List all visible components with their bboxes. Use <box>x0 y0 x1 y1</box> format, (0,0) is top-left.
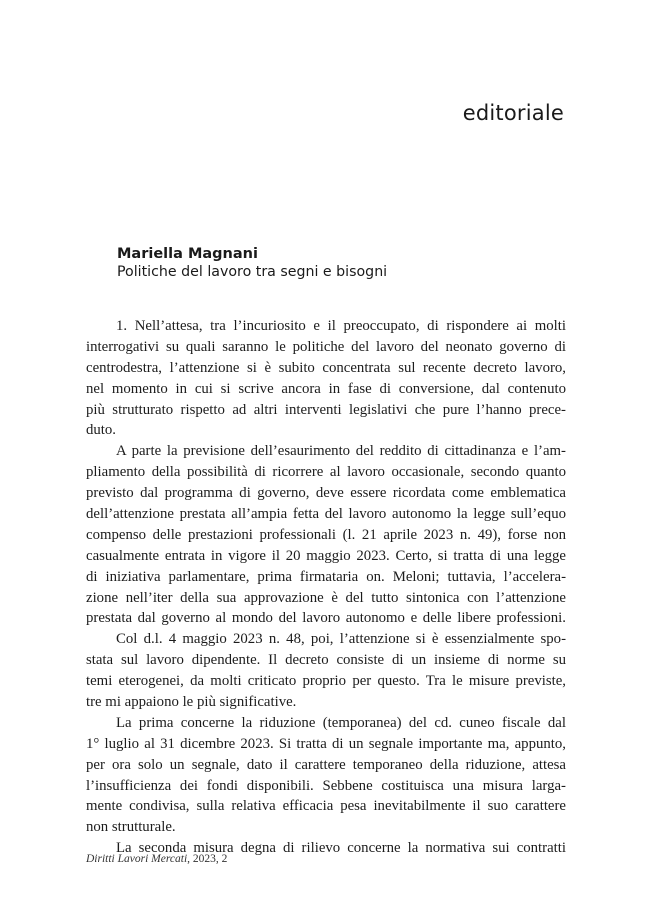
text-line: pliamento della possibilità di ricorrere al lavoro occasionale, secondo quanto <box>86 464 566 481</box>
text-line: La prima concerne la riduzione (temporanea) del cd. cuneo fiscale dal <box>116 714 566 731</box>
article-body <box>86 316 566 859</box>
text-line: tre mi appaiono le più significative. <box>86 694 297 711</box>
text-line: più strutturato rispetto ad altri interventi legislativi che pure l’hanno prece- <box>86 401 566 418</box>
paragraph <box>86 629 566 713</box>
page-footer <box>86 853 227 865</box>
text-line: nel momento in cui si scrive ancora in fase di conversione, dal contenuto <box>86 380 566 397</box>
text-line: centrodestra, l’attenzione si è subito concentrata sul recente decreto lavoro, <box>86 359 566 376</box>
text-line: A parte la previsione dell’esaurimento del reddito di cittadinanza e l’am- <box>116 443 566 460</box>
text-line: mente condivisa, sulla relativa efficacia pesa inevitabilmente il suo carattere <box>86 798 566 815</box>
journal-name: Diritti Lavori Mercati <box>86 853 188 865</box>
text-line: 1. Nell’attesa, tra l’incuriosito e il preoccupato, di rispondere ai molti <box>116 318 566 334</box>
text-line: duto. <box>86 422 117 439</box>
paragraph <box>86 713 566 838</box>
text-line: non strutturale. <box>86 819 176 836</box>
article-title: Politiche del lavoro tra segni e bisogni <box>117 264 388 280</box>
text-line: previsto dal programma di governo, deve essere ricordata come emblematica <box>86 485 566 502</box>
paragraph <box>86 316 566 441</box>
text-line: per ora solo un segnale, dato il carattere temporaneo della riduzione, attesa <box>86 756 566 773</box>
author-name: Mariella Magnani <box>117 246 258 262</box>
text-line: La seconda misura degna di rilievo concerne la normativa sui contratti <box>116 840 566 857</box>
text-line: l’insufficienza dei fondi disponibili. Sebbene costituisca una misura larga- <box>86 777 566 794</box>
text-line: temi eterogenei, da molti criticato proprio per questo. Tra le misure previste, <box>86 673 566 690</box>
text-line: dell’attenzione prestata all’ampia fetta del lavoro autonomo la legge sull’equo <box>86 506 566 523</box>
text-line: 1° luglio al 31 dicembre 2023. Si tratta di un segnale importante ma, appunto, <box>86 735 566 752</box>
text-line: casualmente entrata in vigore il 20 maggio 2023. Certo, si tratta di una legge <box>86 547 566 564</box>
text-line: interrogativi su quali saranno le politiche del lavoro del neonato governo di <box>86 338 566 355</box>
text-line: Col d.l. 4 maggio 2023 n. 48, poi, l’attenzione si è essenzialmente spo- <box>116 631 566 648</box>
text-line: prestata dal governo al mondo del lavoro autonomo e delle libere professioni. <box>86 610 566 627</box>
text-line: stata sul lavoro dipendente. Il decreto consiste di un insieme di norme su <box>86 652 566 669</box>
text-line: zione nell’iter della sua approvazione è del tutto sintonica con l’attenzione <box>86 589 566 606</box>
paragraph <box>86 441 566 629</box>
text-line: di iniziativa parlamentare, prima firmataria on. Meloni; tuttavia, l’accelera- <box>86 568 566 585</box>
section-label: editoriale <box>462 101 564 125</box>
issue-info: , 2023, 2 <box>187 853 228 865</box>
text-line: compenso delle prestazioni professionali (l. 21 aprile 2023 n. 49), forse non <box>86 526 566 543</box>
